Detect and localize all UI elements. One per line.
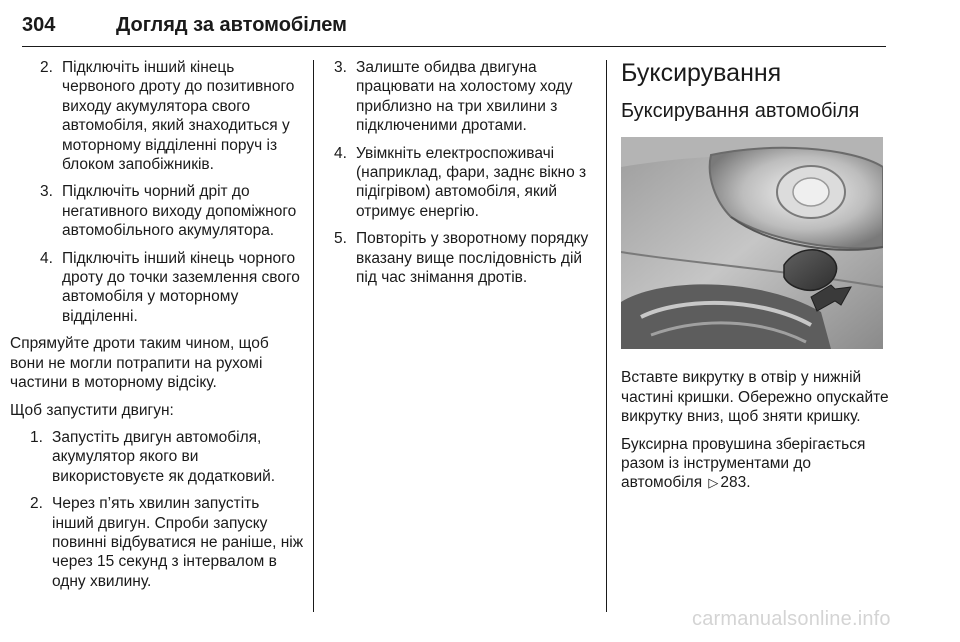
- watermark-text: carmanualsonline.info: [692, 608, 891, 630]
- column-right: [621, 58, 891, 501]
- step-text: Підключіть інший кінець чорного дроту до точки заземлення свого автомобіля у моторному відділенні.: [62, 249, 300, 325]
- subsection-title: Буксирування автомобіля: [621, 100, 860, 122]
- step-text: Запустіть двигун автомобіля, акумулятор якого ви використовуєте як додатковий.: [52, 428, 276, 485]
- step-text: Увімкніть електроспоживачі (наприклад, фари, заднє вікно з підігрівом) автомобіля, який отримує енергію.: [356, 144, 587, 220]
- towing-eye-text: Буксирна провушина зберігається разом із інструментами до автомобіля: [621, 435, 866, 492]
- step-number: 4.: [334, 144, 347, 162]
- page-header: [22, 14, 886, 48]
- step-number: 3.: [334, 59, 347, 76]
- page-title: Догляд за автомобілем: [116, 14, 347, 36]
- step-number: 2.: [30, 495, 43, 513]
- page-reference-link[interactable]: 283.: [720, 474, 751, 492]
- headlight-tow-cover-photo: [621, 137, 883, 349]
- column-divider: [313, 60, 314, 612]
- cable-routing-paragraph: Спрямуйте дроти таким чином, щоб вони не могли потрапити на рухомі частини в моторному відсіку.: [10, 335, 269, 392]
- page-number: 304: [22, 14, 56, 36]
- list-item: [24, 494, 304, 591]
- step-number: 2.: [40, 59, 53, 76]
- header-divider: [22, 46, 886, 47]
- list-item: [328, 144, 596, 222]
- remove-cover-paragraph: Вставте викрутку в отвір у нижній частині кришки. Обережно опускайте викрутку вниз, щоб зняти кришку.: [621, 369, 889, 426]
- section-title: Буксирування: [621, 59, 782, 87]
- step-text: Повторіть у зворотному порядку вказану вище послідовність дій під час знімання дротів.: [356, 230, 589, 287]
- page-reference-icon: ▷: [708, 475, 719, 491]
- step-text: Залиште обидва двигуна працювати на холостому ходу приблизно на три хвилини з підключеними дротами.: [356, 59, 573, 135]
- column-left: [10, 58, 304, 599]
- list-item: [34, 182, 304, 240]
- list-item: [328, 229, 596, 287]
- step-text: Через п’ять хвилин запустіть інший двигун. Спроби запуску повинні відбуватися не раніше, ніж через 15 секунд з інтервалом в одну хвилину.: [52, 495, 304, 590]
- list-item: [24, 428, 304, 486]
- step-number: 5.: [334, 230, 347, 248]
- step-number: 4.: [40, 249, 53, 267]
- list-item: [34, 58, 304, 174]
- list-item: [34, 249, 304, 327]
- steps-list-start: [24, 428, 304, 591]
- towing-eye-paragraph: [621, 435, 891, 493]
- column-middle: [328, 58, 596, 295]
- step-number: 1.: [30, 428, 43, 446]
- steps-list-continue: [328, 58, 596, 287]
- column-divider: [606, 60, 607, 612]
- start-engine-intro: Щоб запустити двигун:: [10, 401, 174, 419]
- steps-list-connect: [34, 58, 304, 326]
- list-item: [328, 58, 596, 136]
- step-text: Підключіть чорний дріт до негативного виходу допоміжного автомобільного акумулятора.: [62, 183, 297, 240]
- step-text: Підключіть інший кінець червоного дроту до позитивного виходу акумулятора свого автомобіля, який знаходиться у моторному відділенні поруч із блоком запобіжників.: [62, 59, 295, 174]
- step-number: 3.: [40, 183, 53, 201]
